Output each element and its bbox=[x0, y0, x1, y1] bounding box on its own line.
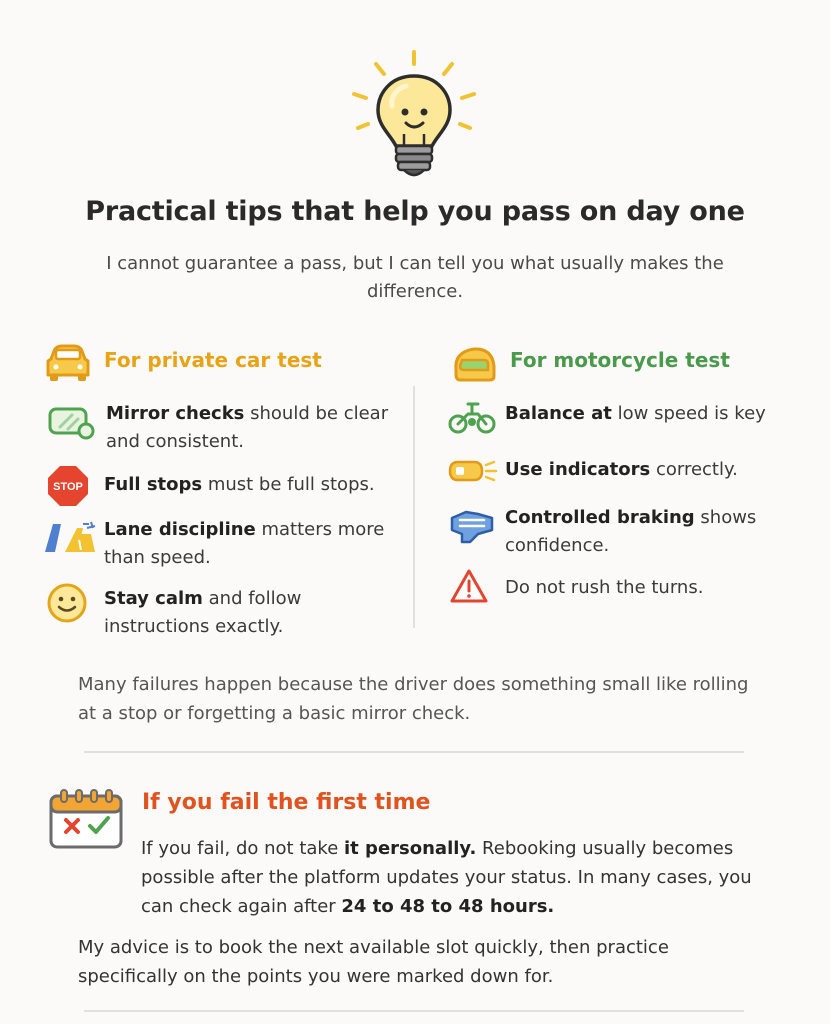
car-icon bbox=[44, 343, 92, 383]
calendar-icon bbox=[48, 788, 124, 850]
moto-tip-indicators: Use indicators correctly. bbox=[505, 459, 738, 480]
advice-paragraph: My advice is to book the next available slot quickly, then practice specifically on the points you were marked down for. bbox=[78, 937, 669, 987]
moto-section-heading: For motorcycle test bbox=[510, 348, 730, 372]
brake-icon bbox=[448, 508, 496, 546]
smiley-icon bbox=[46, 582, 88, 624]
moto-tip-braking: Controlled braking shows confidence. bbox=[505, 507, 757, 556]
bottom-divider bbox=[84, 1010, 744, 1012]
page-subtitle: I cannot guarantee a pass, but I can tell you what usually makes the difference. bbox=[106, 253, 724, 302]
mirror-icon bbox=[48, 405, 96, 441]
car-tip-calm: Stay calm and follow instructions exactly. bbox=[104, 588, 302, 637]
car-tip-mirror: Mirror checks should be clear and consistent. bbox=[106, 403, 389, 452]
moto-tip-balance: Balance at low speed is key bbox=[505, 403, 766, 424]
lane-icon bbox=[43, 520, 97, 554]
column-divider bbox=[413, 386, 415, 628]
indicator-icon bbox=[448, 460, 498, 482]
car-tip-stop: Full stops must be full stops. bbox=[104, 474, 375, 495]
helmet-icon bbox=[450, 344, 498, 384]
page-title: Practical tips that help you pass on day one bbox=[85, 196, 745, 227]
fail-section-heading: If you fail the first time bbox=[142, 790, 431, 815]
fail-paragraph: If you fail, do not take it personally. Rebooking usually becomes possible after the platform updates your status. In many cases, you can check again after 24 to 48 to 48 hours. bbox=[141, 838, 752, 917]
moto-tip-turns: Do not rush the turns. bbox=[505, 577, 704, 598]
car-section-heading: For private car test bbox=[104, 348, 322, 372]
section-divider bbox=[84, 751, 744, 753]
warning-icon bbox=[449, 568, 489, 604]
failures-note: Many failures happen because the driver does something small like rolling at a stop or forgetting a basic mirror check. bbox=[78, 674, 749, 724]
motorcycle-icon bbox=[448, 400, 496, 436]
stop-sign-icon bbox=[47, 465, 89, 507]
lightbulb-icon bbox=[346, 46, 482, 186]
svg-text:STOP: STOP bbox=[53, 481, 83, 493]
car-tip-lane: Lane discipline matters more than speed. bbox=[104, 519, 385, 568]
